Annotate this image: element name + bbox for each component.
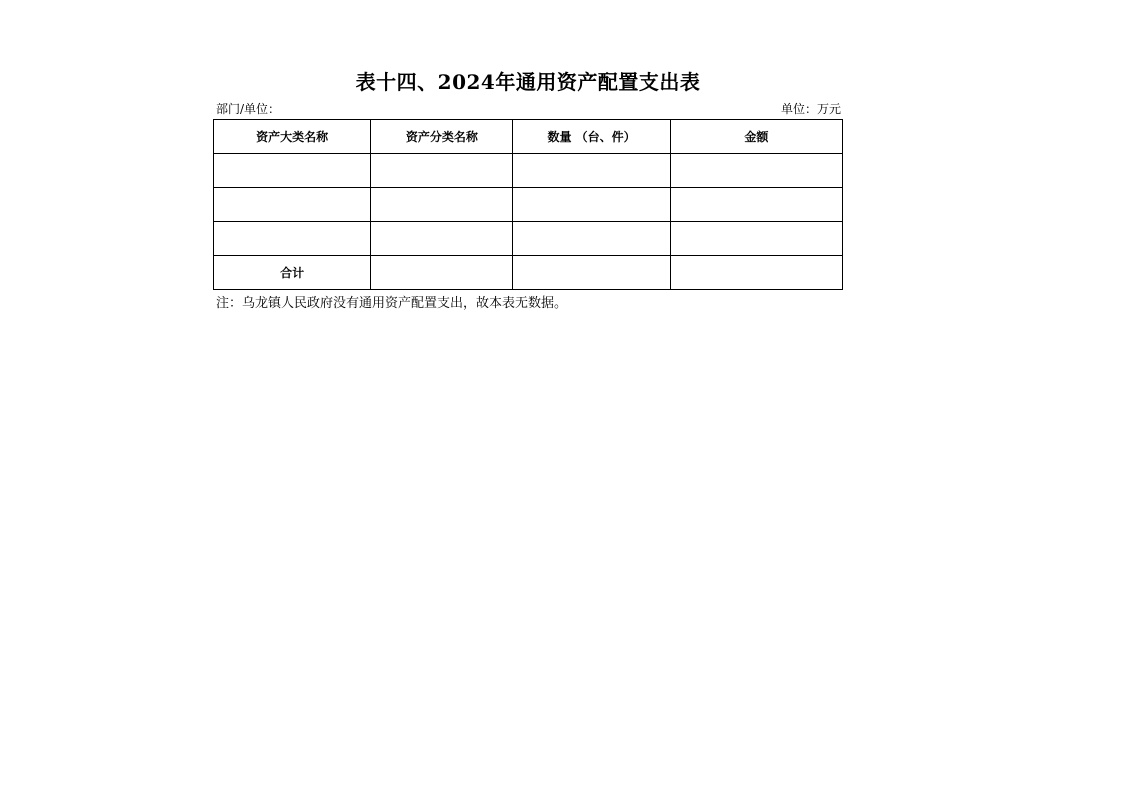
unit-label: 单位：万元 — [780, 102, 841, 116]
table-row — [214, 222, 843, 256]
document-title: 表十四、2024年通用资产配置支出表 — [355, 70, 701, 94]
total-cell — [670, 256, 842, 290]
total-cell — [371, 256, 513, 290]
meta-row — [216, 101, 841, 117]
header-quantity: 数量 （台、件） — [513, 120, 670, 154]
table-cell — [371, 154, 513, 188]
table-header-row — [214, 120, 843, 154]
total-cell — [513, 256, 670, 290]
table-cell — [214, 154, 371, 188]
table-cell — [513, 222, 670, 256]
table-cell — [513, 188, 670, 222]
header-asset-category: 资产大类名称 — [214, 120, 371, 154]
table-note: 注：乌龙镇人民政府没有通用资产配置支出，故本表无数据。 — [216, 296, 568, 311]
table-cell — [670, 188, 842, 222]
table-row — [214, 188, 843, 222]
header-asset-subcategory: 资产分类名称 — [371, 120, 513, 154]
table-cell — [670, 154, 842, 188]
table-cell — [371, 222, 513, 256]
total-label: 合计 — [214, 256, 371, 290]
table-cell — [670, 222, 842, 256]
table-cell — [513, 154, 670, 188]
table-row — [214, 154, 843, 188]
asset-allocation-table — [213, 119, 843, 290]
table-cell — [371, 188, 513, 222]
header-amount: 金额 — [670, 120, 842, 154]
table-cell — [214, 222, 371, 256]
total-row — [214, 256, 843, 290]
table-cell — [214, 188, 371, 222]
department-label: 部门/单位： — [216, 102, 281, 116]
